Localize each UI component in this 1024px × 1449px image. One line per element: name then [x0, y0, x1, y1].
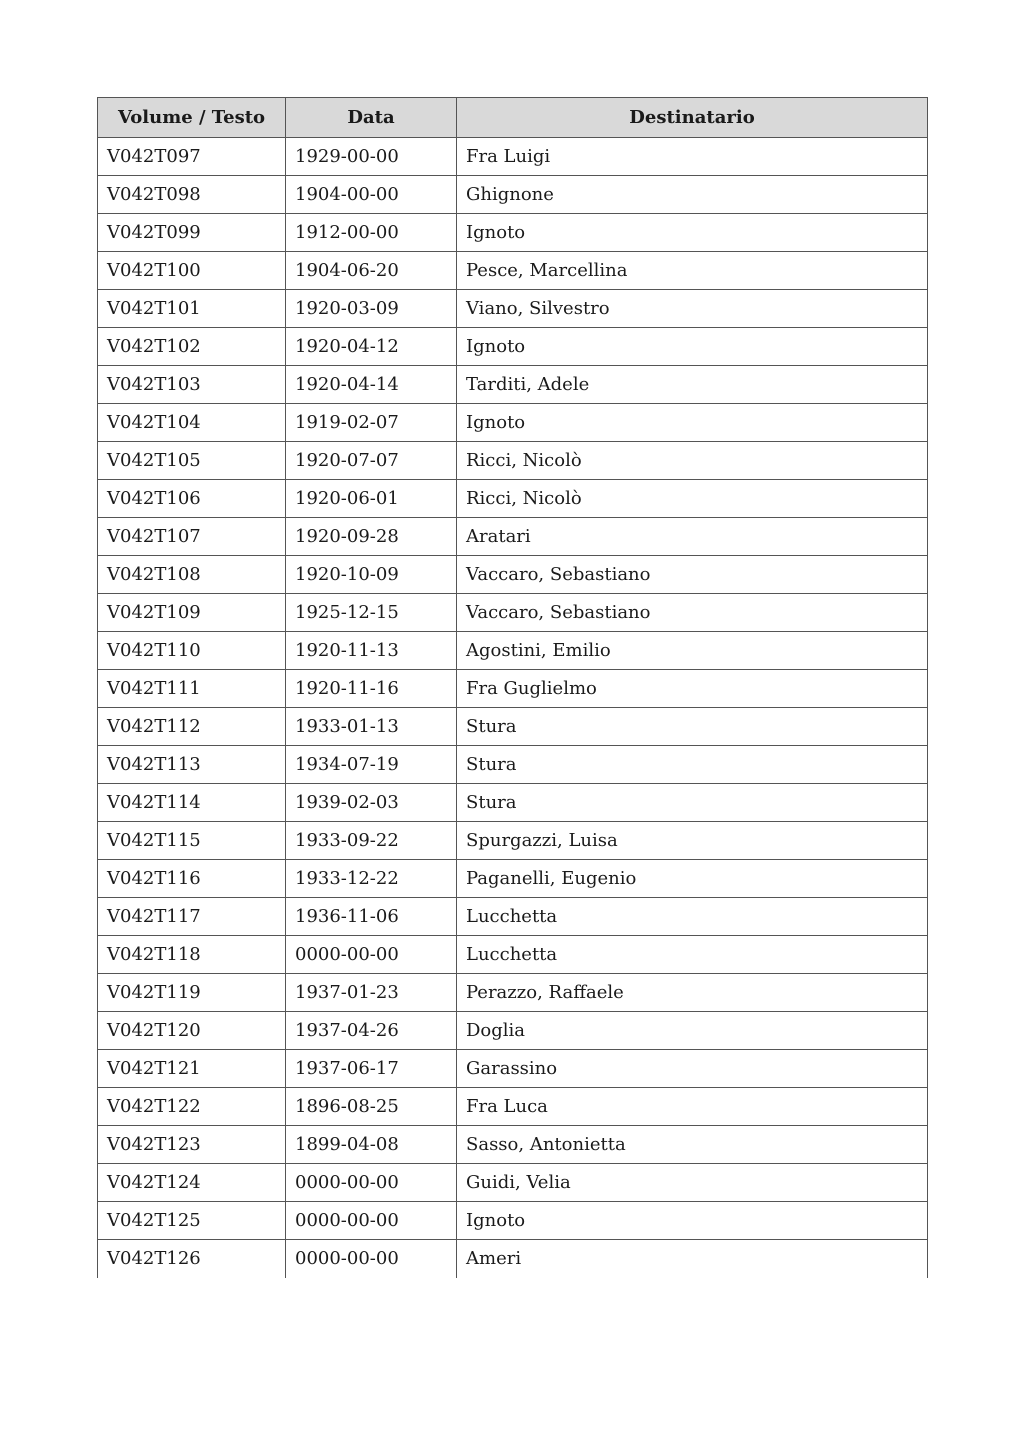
table-row	[98, 1012, 928, 1050]
table-row	[98, 176, 928, 214]
table-row	[98, 1164, 928, 1202]
cell-data: 1933-09-22	[286, 822, 457, 860]
table-row	[98, 518, 928, 556]
cell-volume-testo: V042T108	[98, 556, 286, 594]
table-header-row	[98, 98, 928, 138]
cell-destinatario: Doglia	[457, 1012, 928, 1050]
table-row	[98, 784, 928, 822]
column-header-destinatario: Destinatario	[457, 98, 928, 138]
cell-destinatario: Ricci, Nicolò	[457, 442, 928, 480]
cell-volume-testo: V042T104	[98, 404, 286, 442]
cell-volume-testo: V042T099	[98, 214, 286, 252]
cell-destinatario: Ignoto	[457, 328, 928, 366]
cell-volume-testo: V042T103	[98, 366, 286, 404]
cell-volume-testo: V042T125	[98, 1202, 286, 1240]
cell-data: 1939-02-03	[286, 784, 457, 822]
cell-data: 1929-00-00	[286, 138, 457, 176]
table-row	[98, 822, 928, 860]
cell-data: 1899-04-08	[286, 1126, 457, 1164]
cell-destinatario: Vaccaro, Sebastiano	[457, 556, 928, 594]
cell-destinatario: Spurgazzi, Luisa	[457, 822, 928, 860]
table-row	[98, 670, 928, 708]
cell-data: 1937-06-17	[286, 1050, 457, 1088]
cell-volume-testo: V042T107	[98, 518, 286, 556]
cell-destinatario: Fra Guglielmo	[457, 670, 928, 708]
cell-destinatario: Fra Luigi	[457, 138, 928, 176]
table-row	[98, 860, 928, 898]
table-row	[98, 1240, 928, 1278]
cell-data: 1904-00-00	[286, 176, 457, 214]
cell-destinatario: Stura	[457, 746, 928, 784]
cell-volume-testo: V042T120	[98, 1012, 286, 1050]
table-row	[98, 746, 928, 784]
cell-destinatario: Stura	[457, 708, 928, 746]
cell-volume-testo: V042T111	[98, 670, 286, 708]
cell-data: 1937-04-26	[286, 1012, 457, 1050]
cell-volume-testo: V042T098	[98, 176, 286, 214]
cell-destinatario: Lucchetta	[457, 898, 928, 936]
cell-volume-testo: V042T123	[98, 1126, 286, 1164]
cell-data: 1920-04-12	[286, 328, 457, 366]
cell-volume-testo: V042T114	[98, 784, 286, 822]
cell-destinatario: Stura	[457, 784, 928, 822]
cell-data: 1936-11-06	[286, 898, 457, 936]
table-row	[98, 556, 928, 594]
cell-destinatario: Paganelli, Eugenio	[457, 860, 928, 898]
cell-destinatario: Ignoto	[457, 1202, 928, 1240]
cell-destinatario: Perazzo, Raffaele	[457, 974, 928, 1012]
table-row	[98, 252, 928, 290]
table-row	[98, 404, 928, 442]
cell-data: 1937-01-23	[286, 974, 457, 1012]
cell-data: 1933-01-13	[286, 708, 457, 746]
cell-destinatario: Pesce, Marcellina	[457, 252, 928, 290]
cell-volume-testo: V042T126	[98, 1240, 286, 1278]
cell-data: 1920-07-07	[286, 442, 457, 480]
cell-volume-testo: V042T122	[98, 1088, 286, 1126]
table-row	[98, 480, 928, 518]
cell-volume-testo: V042T097	[98, 138, 286, 176]
cell-volume-testo: V042T117	[98, 898, 286, 936]
cell-volume-testo: V042T102	[98, 328, 286, 366]
cell-data: 1920-03-09	[286, 290, 457, 328]
cell-data: 1912-00-00	[286, 214, 457, 252]
cell-data: 1934-07-19	[286, 746, 457, 784]
cell-destinatario: Guidi, Velia	[457, 1164, 928, 1202]
table-row	[98, 290, 928, 328]
cell-data: 0000-00-00	[286, 1202, 457, 1240]
cell-data: 1919-02-07	[286, 404, 457, 442]
cell-destinatario: Ricci, Nicolò	[457, 480, 928, 518]
cell-destinatario: Garassino	[457, 1050, 928, 1088]
table-row	[98, 442, 928, 480]
table-row	[98, 328, 928, 366]
cell-data: 0000-00-00	[286, 1240, 457, 1278]
cell-volume-testo: V042T113	[98, 746, 286, 784]
table-row	[98, 1126, 928, 1164]
table-row	[98, 594, 928, 632]
cell-destinatario: Ignoto	[457, 404, 928, 442]
cell-destinatario: Fra Luca	[457, 1088, 928, 1126]
cell-destinatario: Ignoto	[457, 214, 928, 252]
cell-volume-testo: V042T100	[98, 252, 286, 290]
letters-table	[97, 97, 928, 1278]
table-row	[98, 214, 928, 252]
table-row	[98, 708, 928, 746]
cell-data: 1896-08-25	[286, 1088, 457, 1126]
cell-destinatario: Tarditi, Adele	[457, 366, 928, 404]
table-row	[98, 1088, 928, 1126]
cell-volume-testo: V042T101	[98, 290, 286, 328]
cell-volume-testo: V042T106	[98, 480, 286, 518]
cell-destinatario: Aratari	[457, 518, 928, 556]
cell-volume-testo: V042T121	[98, 1050, 286, 1088]
table-row	[98, 936, 928, 974]
cell-data: 1920-11-13	[286, 632, 457, 670]
table-row	[98, 1202, 928, 1240]
cell-volume-testo: V042T119	[98, 974, 286, 1012]
column-header-volume-testo: Volume / Testo	[98, 98, 286, 138]
cell-data: 1933-12-22	[286, 860, 457, 898]
cell-destinatario: Sasso, Antonietta	[457, 1126, 928, 1164]
cell-destinatario: Agostini, Emilio	[457, 632, 928, 670]
cell-data: 1904-06-20	[286, 252, 457, 290]
table-row	[98, 898, 928, 936]
cell-destinatario: Ghignone	[457, 176, 928, 214]
table-row	[98, 1050, 928, 1088]
cell-data: 1920-09-28	[286, 518, 457, 556]
cell-volume-testo: V042T118	[98, 936, 286, 974]
table-row	[98, 138, 928, 176]
cell-data: 1920-11-16	[286, 670, 457, 708]
cell-data: 0000-00-00	[286, 1164, 457, 1202]
cell-data: 0000-00-00	[286, 936, 457, 974]
cell-data: 1920-10-09	[286, 556, 457, 594]
cell-destinatario: Viano, Silvestro	[457, 290, 928, 328]
column-header-data: Data	[286, 98, 457, 138]
cell-volume-testo: V042T115	[98, 822, 286, 860]
cell-data: 1920-06-01	[286, 480, 457, 518]
table-body	[98, 138, 928, 1278]
cell-data: 1920-04-14	[286, 366, 457, 404]
cell-destinatario: Lucchetta	[457, 936, 928, 974]
cell-volume-testo: V042T116	[98, 860, 286, 898]
cell-volume-testo: V042T124	[98, 1164, 286, 1202]
cell-destinatario: Ameri	[457, 1240, 928, 1278]
cell-volume-testo: V042T110	[98, 632, 286, 670]
table-row	[98, 632, 928, 670]
cell-destinatario: Vaccaro, Sebastiano	[457, 594, 928, 632]
table-row	[98, 366, 928, 404]
table-row	[98, 974, 928, 1012]
cell-volume-testo: V042T109	[98, 594, 286, 632]
cell-volume-testo: V042T105	[98, 442, 286, 480]
cell-volume-testo: V042T112	[98, 708, 286, 746]
cell-data: 1925-12-15	[286, 594, 457, 632]
